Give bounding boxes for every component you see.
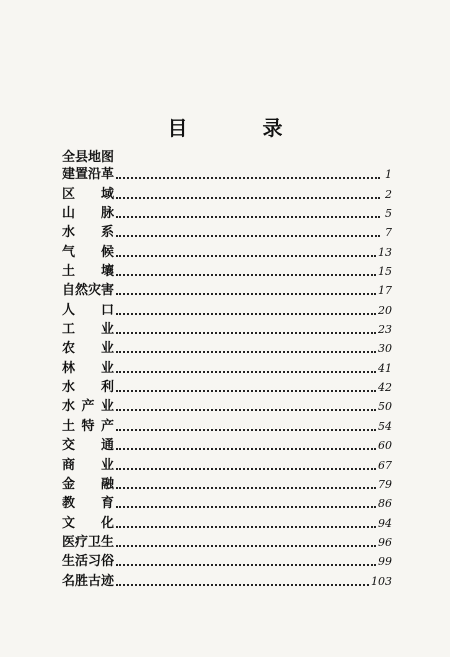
toc-entry — [62, 376, 392, 395]
dot-leader — [116, 274, 376, 276]
toc-entry-page-number: 7 — [385, 226, 392, 240]
toc-entry-page-number: 42 — [378, 381, 392, 395]
toc-entry-page-number: 30 — [378, 342, 392, 356]
toc-heading: 全县地图 — [62, 150, 115, 165]
toc-entry-label: 交 通 — [62, 438, 114, 454]
page-title: 目 录 — [167, 116, 317, 140]
toc-entry-label: 水 利 — [62, 380, 114, 396]
toc-entry-label: 教 育 — [62, 496, 114, 512]
dot-leader — [116, 545, 376, 547]
toc-entry-label: 林 业 — [62, 360, 114, 376]
dot-leader — [116, 371, 376, 373]
dot-leader — [116, 216, 380, 218]
toc-entry-page-number: 67 — [378, 458, 392, 472]
toc-entry-page-number: 15 — [378, 265, 392, 279]
toc-entry — [62, 163, 392, 182]
dot-leader — [116, 526, 376, 528]
toc-entry — [62, 395, 392, 414]
dot-leader — [116, 409, 376, 411]
toc-entry — [62, 318, 392, 337]
toc-entry-page-number: 99 — [378, 555, 392, 569]
toc-entry-page-number: 103 — [371, 574, 392, 588]
toc-entry-page-number: 13 — [378, 245, 392, 259]
toc-entry — [62, 531, 392, 550]
toc-entry — [62, 511, 392, 530]
toc-entry-page-number: 2 — [385, 187, 392, 201]
toc-entry-label: 金 融 — [62, 476, 114, 492]
toc-entry — [62, 260, 392, 279]
toc-entry — [62, 569, 392, 588]
dot-leader — [116, 332, 376, 334]
dot-leader — [116, 506, 376, 508]
dot-leader — [116, 429, 376, 431]
toc-entry — [62, 453, 392, 472]
toc-entry — [62, 279, 392, 298]
toc-entry-page-number: 54 — [378, 419, 392, 433]
toc-entry-label: 工 业 — [62, 322, 114, 338]
toc-entry — [62, 492, 392, 511]
toc-entry-label: 土 壤 — [62, 264, 114, 280]
toc-entry — [62, 298, 392, 317]
toc-entry-label: 文 化 — [62, 515, 114, 531]
toc-entry-page-number: 41 — [378, 361, 392, 375]
toc-entry-label: 水 产 业 — [62, 399, 114, 415]
toc-entry-page-number: 86 — [378, 497, 392, 511]
toc-entry — [62, 337, 392, 356]
dot-leader — [116, 313, 376, 315]
toc-entry-page-number: 5 — [385, 207, 392, 221]
toc-entry-label: 自然灾害 — [62, 283, 115, 299]
toc-entry — [62, 240, 392, 259]
toc-entry — [62, 202, 392, 221]
toc-entry — [62, 356, 392, 375]
dot-leader — [116, 487, 376, 489]
toc-entry-page-number: 94 — [378, 516, 392, 530]
toc-entry-page-number: 60 — [378, 439, 392, 453]
toc-entry-page-number: 23 — [378, 323, 392, 337]
dot-leader — [116, 293, 376, 295]
toc-entry-label: 气 候 — [62, 244, 114, 260]
toc-entry-label: 区 域 — [62, 186, 114, 202]
toc-entry-label: 土 特 产 — [62, 418, 114, 434]
toc-entry-label: 建置沿革 — [62, 167, 115, 183]
toc-entry-page-number: 96 — [378, 535, 392, 549]
toc-entry-page-number: 17 — [378, 284, 392, 298]
toc-entry — [62, 550, 392, 569]
toc-entry-page-number: 79 — [378, 477, 392, 491]
toc-entry-label: 人 口 — [62, 302, 114, 318]
toc-list — [62, 163, 392, 589]
toc-entry-label: 生活习俗 — [62, 554, 115, 570]
toc-entry-label: 商 业 — [62, 457, 114, 473]
toc-entry-page-number: 20 — [378, 303, 392, 317]
toc-entry-label: 名胜古迹 — [62, 573, 115, 589]
dot-leader — [116, 584, 369, 586]
dot-leader — [116, 197, 380, 199]
toc-entry — [62, 221, 392, 240]
dot-leader — [116, 390, 376, 392]
toc-entry-label: 医疗卫生 — [62, 534, 115, 550]
toc-entry-label: 水 系 — [62, 225, 114, 241]
toc-entry-page-number: 1 — [385, 168, 392, 182]
dot-leader — [116, 564, 376, 566]
toc-entry-label: 山 脉 — [62, 206, 114, 222]
dot-leader — [116, 448, 376, 450]
dot-leader — [116, 255, 376, 257]
dot-leader — [116, 177, 380, 179]
toc-entry — [62, 182, 392, 201]
toc-entry — [62, 473, 392, 492]
dot-leader — [116, 468, 376, 470]
toc-entry — [62, 414, 392, 433]
dot-leader — [116, 235, 380, 237]
toc-entry-label: 农 业 — [62, 341, 114, 357]
dot-leader — [116, 351, 376, 353]
toc-entry — [62, 434, 392, 453]
toc-entry-page-number: 50 — [378, 400, 392, 414]
